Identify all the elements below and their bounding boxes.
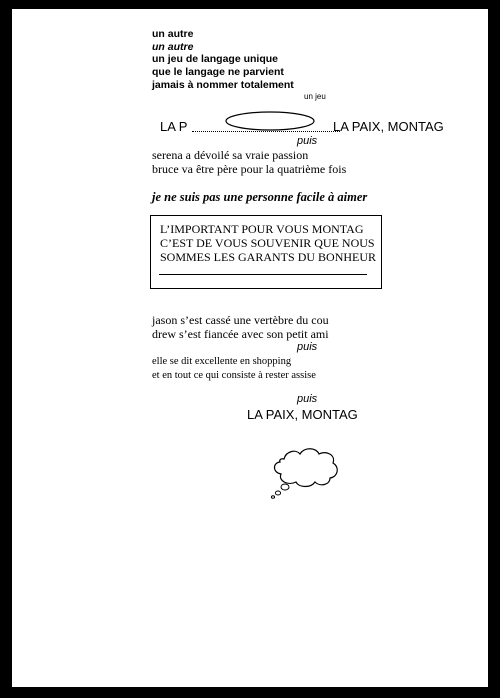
line-a-2: bruce va être père pour la quatrième fois xyxy=(152,162,347,176)
thought-cloud-icon xyxy=(266,445,342,501)
line-b-2: drew s’est fiancée avec son petit ami xyxy=(152,327,329,341)
box-rule xyxy=(159,274,367,275)
line-b-1: jason s’est cassé une vertèbre du cou xyxy=(152,313,329,327)
title-right: LA PAIX, MONTAG xyxy=(333,119,444,134)
puis-3: puis xyxy=(297,393,318,405)
closing-line: LA PAIX, MONTAG xyxy=(247,407,358,422)
top-line-2: un autre xyxy=(152,41,194,53)
box-line-1: L’IMPORTANT POUR VOUS MONTAG xyxy=(160,222,364,236)
title-left: LA P xyxy=(160,119,188,134)
small-label: un jeu xyxy=(304,92,326,101)
line-a-1: serena a dévoilé sa vraie passion xyxy=(152,148,309,162)
top-line-4: que le langage ne parvient xyxy=(152,66,284,78)
line-c-2: et en tout ce qui consiste à rester assise xyxy=(152,370,316,381)
top-line-1: un autre xyxy=(152,28,194,40)
document-page xyxy=(12,9,488,687)
box-line-2: C’EST DE VOUS SOUVENIR QUE NOUS xyxy=(160,236,375,250)
quote-box xyxy=(150,215,382,289)
top-line-3: un jeu de langage unique xyxy=(152,53,279,65)
top-line-5: jamais à nommer totalement xyxy=(152,79,294,91)
oval-shape xyxy=(224,110,316,132)
emphasis-line: je ne suis pas une personne facile à aimer xyxy=(152,190,368,204)
puis-2: puis xyxy=(297,341,318,353)
puis-1: puis xyxy=(297,135,318,147)
box-line-3: SOMMES LES GARANTS DU BONHEUR xyxy=(160,250,377,264)
line-c-1: elle se dit excellente en shopping xyxy=(152,356,292,367)
